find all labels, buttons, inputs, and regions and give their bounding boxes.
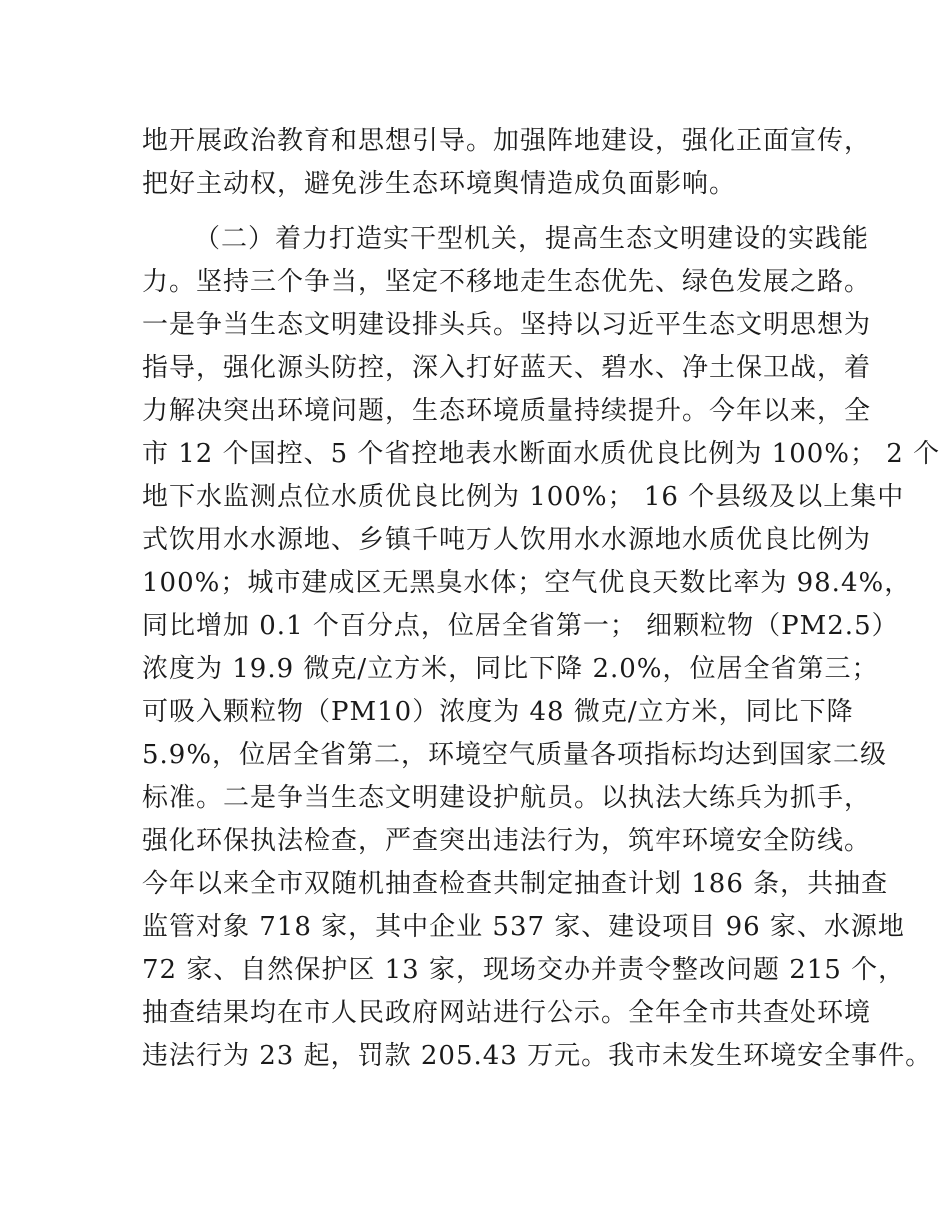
text-line: 可吸入颗粒物（PM10）浓度为 48 微克/立方米，同比下降 (142, 697, 854, 727)
text-line: 指导，强化源头防控，深入打好蓝天、碧水、净土保卫战，着 (142, 353, 872, 383)
text-line: 强化环保执法检查，严查突出违法行为，筑牢环境安全防线。 (142, 826, 872, 856)
section-heading-line: （二）着力打造实干型机关，提高生态文明建设的实践能 (194, 224, 870, 254)
text-line: 同比增加 0.1 个百分点，位居全省第一； 细颗粒物（PM2.5） (142, 611, 899, 641)
text-line: 地开展政治教育和思想引导。加强阵地建设，强化正面宣传， (142, 126, 872, 156)
text-line: 力解决突出环境问题，生态环境质量持续提升。今年以来，全 (142, 396, 872, 426)
text-line: 监管对象 718 家，其中企业 537 家、建设项目 96 家、水源地 (142, 912, 905, 942)
text-line: 地下水监测点位水质优良比例为 100%； 16 个县级及以上集中 (142, 482, 905, 512)
text-line: 把好主动权，避免涉生态环境舆情造成负面影响。 (142, 169, 737, 199)
text-line: 抽查结果均在市人民政府网站进行公示。全年全市共查处环境 (142, 998, 872, 1028)
text-line: 一是争当生态文明建设排头兵。坚持以习近平生态文明思想为 (142, 310, 872, 340)
text-line: 市 12 个国控、5 个省控地表水断面水质优良比例为 100%； 2 个 (142, 439, 941, 469)
text-line: 力。坚持三个争当，坚定不移地走生态优先、绿色发展之路。 (142, 267, 872, 297)
text-line: 标准。二是争当生态文明建设护航员。以执法大练兵为抓手， (142, 783, 872, 813)
text-line: 5.9%，位居全省第二，环境空气质量各项指标均达到国家二级 (142, 740, 888, 770)
text-line: 浓度为 19.9 微克/立方米，同比下降 2.0%，位居全省第三； (142, 654, 879, 684)
text-line: 100%；城市建成区无黑臭水体；空气优良天数比率为 98.4%， (142, 568, 912, 598)
text-line: 式饮用水水源地、乡镇千吨万人饮用水水源地水质优良比例为 (142, 525, 872, 555)
text-line: 今年以来全市双随机抽查检查共制定抽查计划 186 条，共抽查 (142, 869, 889, 899)
text-line: 违法行为 23 起，罚款 205.43 万元。我市未发生环境安全事件。 (142, 1041, 933, 1071)
text-line: 72 家、自然保护区 13 家，现场交办并责令整改问题 215 个， (142, 955, 906, 985)
